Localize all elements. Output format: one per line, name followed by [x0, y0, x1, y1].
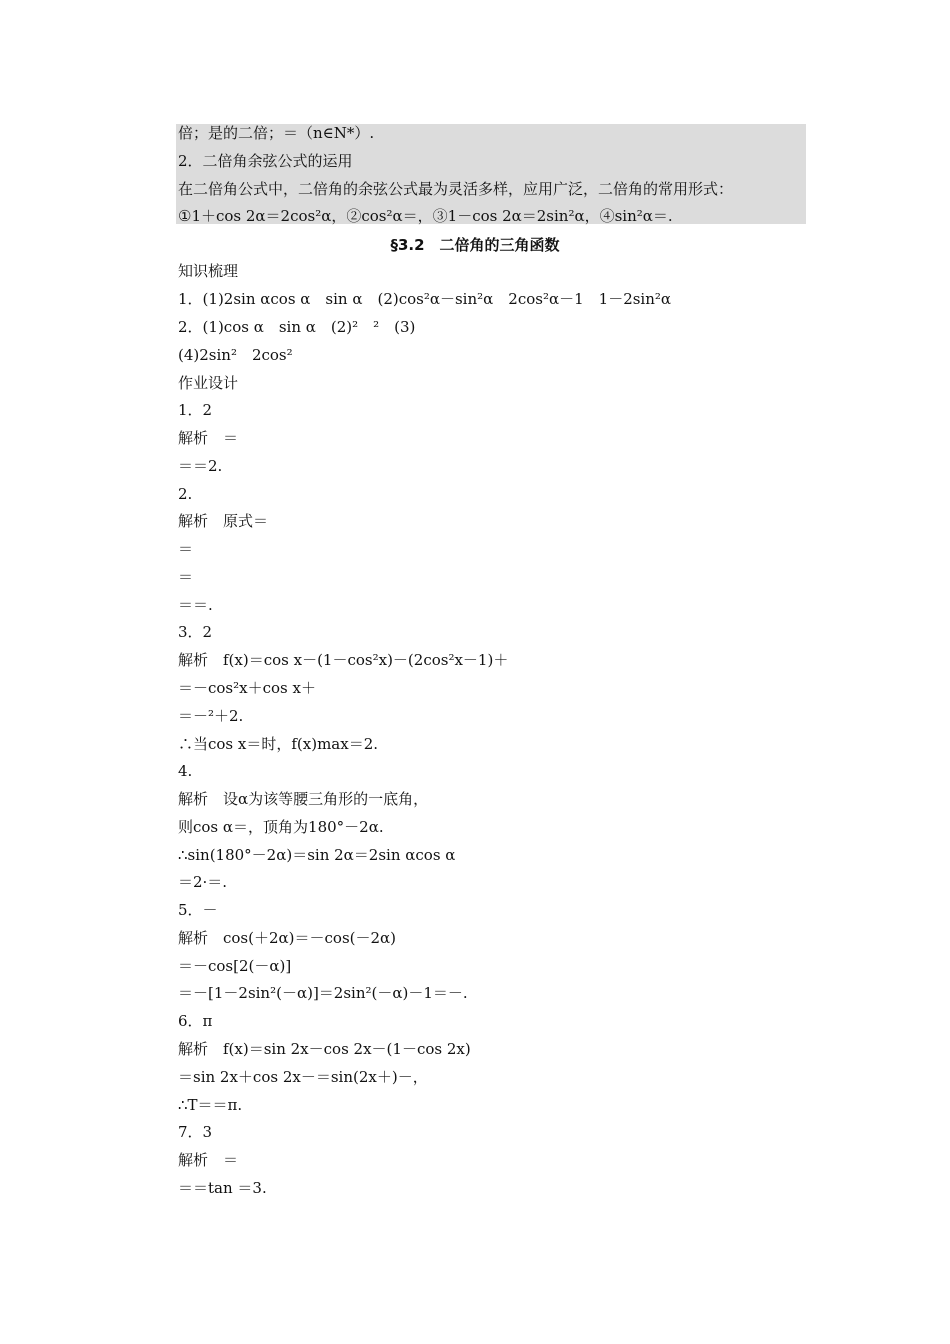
text-line: (4)2sin² 2cos²	[178, 346, 293, 364]
top-line-1: 倍；是的二倍；＝（n∈N*）.	[178, 124, 375, 142]
text-line: ＝	[178, 568, 194, 586]
text-line: 知识梳理	[178, 262, 239, 280]
text-line: 解析 f(x)＝sin 2x－cos 2x－(1－cos 2x)	[178, 1040, 471, 1058]
text-line: 解析 ＝	[178, 1151, 239, 1169]
text-line: ∴T＝＝π.	[178, 1096, 243, 1114]
text-line: ∴sin(180°－2α)＝sin 2α＝2sin αcos α	[178, 846, 456, 864]
top-line-2: 2．二倍角余弦公式的运用	[178, 152, 353, 170]
text-line: ＝sin 2x＋cos 2x－＝sin(2x＋)－，	[178, 1068, 428, 1086]
text-line: 1．2	[178, 401, 213, 419]
text-line: ＝－cos²x＋cos x＋	[178, 679, 316, 697]
top-line-3: 在二倍角公式中，二倍角的余弦公式最为灵活多样，应用广泛，二倍角的常用形式：	[178, 180, 734, 198]
text-line: 则cos α＝，顶角为180°－2α.	[178, 818, 384, 836]
text-line: 4.	[178, 762, 193, 780]
text-line: 作业设计	[178, 374, 239, 392]
text-line: 解析 设α为该等腰三角形的一底角，	[178, 790, 429, 808]
text-line: 2．(1)cos α sin α (2)² ² (3)	[178, 318, 416, 336]
text-line: ∴当cos x＝时，f(x)max＝2.	[178, 735, 379, 753]
text-line: 1．(1)2sin αcos α sin α (2)cos²α－sin²α 2cos²α－1 1－2sin²α	[178, 290, 672, 308]
text-line: 5．－	[178, 901, 218, 919]
text-line: 解析 cos(＋2α)＝－cos(－2α)	[178, 929, 397, 947]
text-line: 解析 f(x)＝cos x－(1－cos²x)－(2cos²x－1)＋	[178, 651, 509, 669]
text-line: ＝－cos[2(－α)]	[178, 957, 292, 975]
text-line: ＝－²＋2.	[178, 707, 244, 725]
text-line: ＝＝2.	[178, 457, 223, 475]
text-line: 3．2	[178, 623, 213, 641]
text-line: ＝－[1－2sin²(－α)]＝2sin²(－α)－1＝－.	[178, 984, 468, 1002]
text-line: ＝＝tan ＝3.	[178, 1179, 267, 1197]
text-line: ＝2·＝.	[178, 873, 228, 891]
text-line: 解析 ＝	[178, 429, 239, 447]
top-line-4: ①1＋cos 2α＝2cos²α，②cos²α＝，③1－cos 2α＝2sin²α，④sin²α＝.	[178, 207, 673, 225]
text-line: 7．3	[178, 1123, 213, 1141]
text-line: ＝＝.	[178, 596, 213, 614]
text-line: 解析 原式＝	[178, 512, 269, 530]
text-line: 6．π	[178, 1012, 213, 1030]
text-line: 2.	[178, 485, 193, 503]
text-line: ＝	[178, 540, 194, 558]
section-title: §3.2 二倍角的三角函数	[390, 236, 560, 254]
